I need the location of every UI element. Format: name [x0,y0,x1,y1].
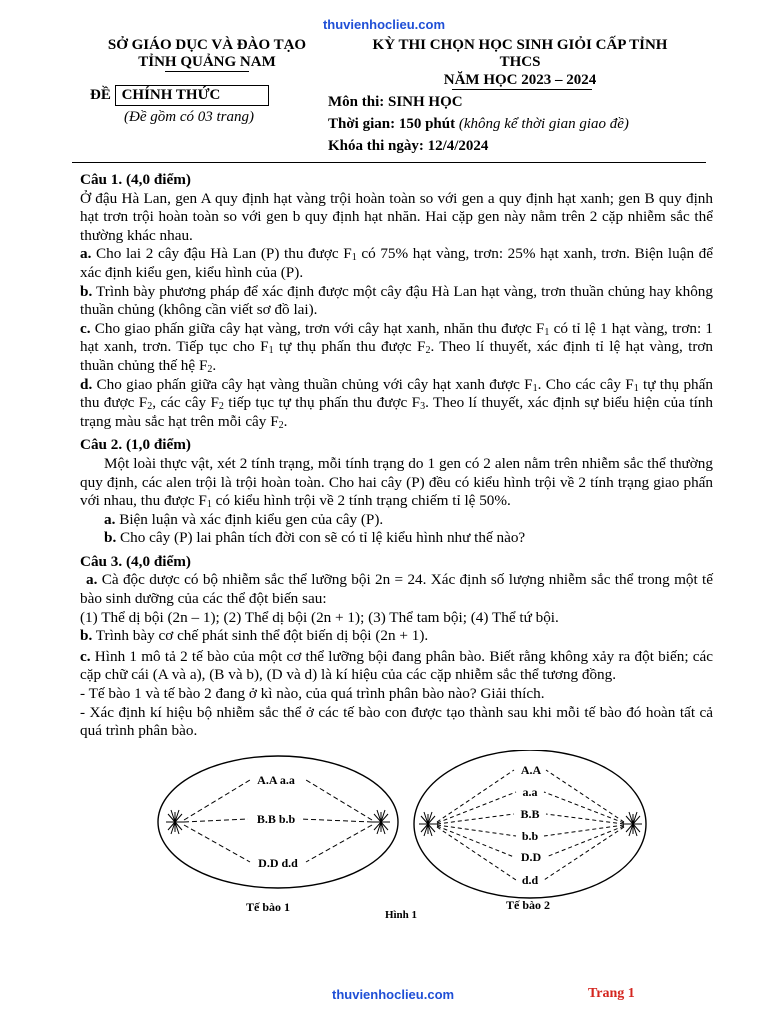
top-site-link: thuvienhoclieu.com [322,17,446,32]
q1-d-label: d. [80,375,93,393]
cell-1-label-aa: A.A a.a [257,773,295,787]
q1-title: Câu 1. (4,0 điểm) [80,171,191,188]
q1-c-text: Cho giao phấn giữa cây hạt vàng, trơn với cây hạt xanh, nhăn thu được $F_1$ có tỉ lệ 1 hạt vàng, trơn: 1 hạt xanh, trơn. Tiếp tục cho $F_1$ tự thụ phấn thu được $F_2$. Theo lí thuyết, xác định tỉ lệ hạt vàng, trơn thuần chủng thế hệ $F_2$. [80,319,714,375]
exam-title-2: THCS [499,54,541,70]
subject-line [328,91,463,113]
q2-b-label: b. [104,529,117,547]
org-line-1: SỞ GIÁO DỤC VÀ ĐÀO TẠO [107,37,307,53]
q3-c-text: Hình 1 mô tả 2 tế bào của một cơ thể lưỡng bội đang phân bào. Biết rằng không xảy ra đột biến; các cặp chữ cái (A và a), (B và b), (D và d) là kí hiệu của các cặp nhiễm sắc thể tương đồng. [80,647,713,684]
q3-c [80,648,713,685]
q2-a [80,511,713,530]
cell-2-aster-right [624,812,642,836]
cell-2-aster-left [419,812,437,836]
cell-1-label-bb: B.B b.b [256,812,296,826]
q3-a-list: (1) Thể dị bội (2n – 1); (2) Thể dị bội (2n + 1); (3) Thể tam bội; (4) Thể tứ bội. [80,608,559,626]
subject-label: Môn thi: [328,94,388,110]
exam-year: NĂM HỌC 2023 – 2024 [443,72,597,88]
q2-a-text: Biện luận và xác định kiểu gen của cây (P). [115,510,384,528]
official-box: CHÍNH THỨC [115,85,269,106]
de-label [90,85,269,106]
cell-1-label-dd: D.D d.d [258,856,298,870]
cell-2-label-AA: A.A [520,763,542,777]
org-line-2: TỈNH QUẢNG NAM [138,54,276,70]
cell-1-caption: Tế bào 1 [245,900,291,914]
q3-b-label: b. [80,627,93,645]
figure-hinh-1 [150,750,660,925]
q3-a-text: Cà độc dược có bộ nhiễm sắc thể lưỡng bội 2n = 24. Xác định số lượng nhiễm sắc thể trong một tế bào sinh dưỡng của các thể đột biến sau: [80,571,713,608]
cell-2-label-DD: D.D [520,850,542,864]
q1-c [80,320,713,376]
time-line [328,113,629,135]
q2-b [80,529,713,548]
q3-c-item-1: - Tế bào 1 và tế bào 2 đang ở kì nào, của quá trình phân bào nào? Giải thích. [80,685,545,703]
q2-a-label: a. [104,510,116,528]
pages-note: (Đề gồm có 03 trang) [124,109,254,125]
q2-b-text: Cho cây (P) lai phân tích đời con sẽ có tỉ lệ kiểu hình như thế nào? [116,529,526,547]
q3-c-item-2: - Xác định kí hiệu bộ nhiễm sắc thể ở các tế bào con được tạo thành sau khi mỗi tế bào đó hoàn tất cả quá trình phân bào. [80,703,713,740]
q3-title: Câu 3. (4,0 điểm) [80,552,191,570]
q1-b [80,283,713,320]
time-note: (không kể thời gian giao đề) [458,116,629,132]
q1-d [80,376,713,432]
subject-value: SINH HỌC [388,94,463,110]
cell-2-caption: Tế bào 2 [505,898,551,912]
header-divider [72,162,706,163]
year-underline [452,89,592,90]
cell-1-aster-right [372,810,390,834]
q3-b [80,627,713,646]
q3-a-label: a. [86,571,98,589]
q1-d-text: Cho giao phấn giữa cây hạt vàng thuần chủng với cây hạt xanh được $F_1$. Cho các cây $F_1$ tự thụ phấn thu được $F_2$, các cây $F_2$ tiếp tục tự thụ phấn thu được $F_3$. Theo lí thuyết, xác định sự biểu hiện của tính trạng màu sắc hạt trên mỗi cây $F_2$. [80,375,713,431]
cell-2-label-BB: B.B [520,807,540,821]
cell-2-label-dd: d.d [521,873,539,887]
q1-a-text: Cho lai 2 cây đậu Hà Lan (P) thu được $F_1$ có 75% hạt vàng, trơn: 25% hạt xanh, trơn. Biện luận để xác định kiểu gen, kiểu hình của (P). [80,245,714,281]
q2-title: Câu 2. (1,0 điểm) [80,436,191,454]
q3-a [80,571,713,608]
q1-a-label: a. [80,245,92,263]
exam-content [80,171,713,741]
q3-b-text: Trình bày cơ chế phát sinh thể đột biến dị bội (2n + 1). [92,627,429,645]
org-underline [165,71,249,72]
cell-1-aster-left [166,810,184,834]
q1-b-label: b. [80,282,93,300]
q1-c-label: c. [80,319,91,337]
cell-2-label-bb: b.b [521,829,539,843]
q2-intro: Một loài thực vật, xét 2 tính trạng, mỗi tính trạng do 1 gen có 2 alen nằm trên nhiễm sắc thể thường quy định, các alen trội là trội hoàn toàn. Cho hai cây (P) đều có kiểu hình trội về 2 tính trạng giao phấn với nhau, thu được $F_1$ có kiểu hình trội về 2 tính trạng chiếm tỉ lệ 50%. [80,454,713,511]
de-prefix: ĐỀ [90,87,111,103]
cell-2-label-aa: a.a [522,785,538,799]
q3-c-label: c. [80,647,91,665]
footer-site-link: thuvienhoclieu.com [332,987,455,1002]
figure-caption: Hình 1 [384,909,418,921]
q1-b-text: Trình bày phương pháp để xác định được một cây đậu Hà Lan hạt vàng, trơn thuần chủng hay không thuần chủng (không cần viết sơ đồ lai). [80,282,713,319]
page-number: Trang 1 [588,986,635,1001]
time-label: Thời gian: 150 phút [328,116,459,132]
date-line: Khóa thi ngày: 12/4/2024 [328,138,489,154]
exam-title-1: KỲ THI CHỌN HỌC SINH GIỎI CẤP TỈNH [372,37,668,53]
q1-intro: Ở đậu Hà Lan, gen A quy định hạt vàng trội hoàn toàn so với gen a quy định hạt xanh; gen B quy định hạt trơn trội hoàn toàn so với gen b quy định hạt nhăn. Hai cặp gen này nằm trên 2 cặp nhiễm sắc thể thường khác nhau. [80,189,713,244]
q1-a [80,245,713,282]
